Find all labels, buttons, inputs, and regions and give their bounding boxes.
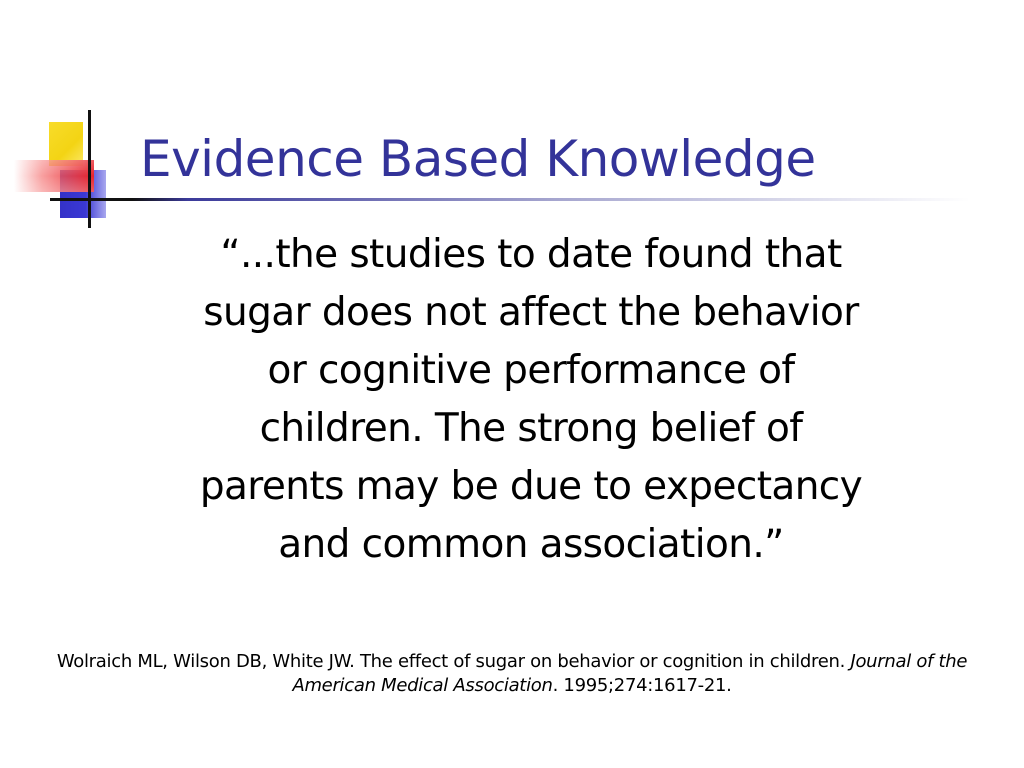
citation: [40, 650, 984, 698]
citation-details: . 1995;274:1617-21.: [552, 675, 732, 696]
quote-line: children. The strong belief of: [259, 406, 803, 451]
vertical-rule: [88, 110, 91, 228]
citation-authors-title: Wolraich ML, Wilson DB, White JW. The effect of sugar on behavior or cognition in children.: [56, 651, 851, 672]
quote-block: [118, 226, 944, 574]
title-underline-rule: [50, 198, 970, 201]
quote-line: sugar does not affect the behavior: [203, 290, 859, 335]
quote-line: parents may be due to expectancy: [199, 464, 863, 509]
decorative-corner-logo: [0, 0, 1024, 240]
slide-title: Evidence Based Knowledge: [140, 130, 816, 188]
red-bar-highlight: [14, 160, 94, 192]
quote-line: or cognitive performance of: [267, 348, 795, 393]
quote-line: and common association.”: [278, 522, 784, 567]
citation-journal: Journal of the American Medical Association: [292, 651, 968, 696]
quote-line: “...the studies to date found that: [220, 232, 842, 277]
